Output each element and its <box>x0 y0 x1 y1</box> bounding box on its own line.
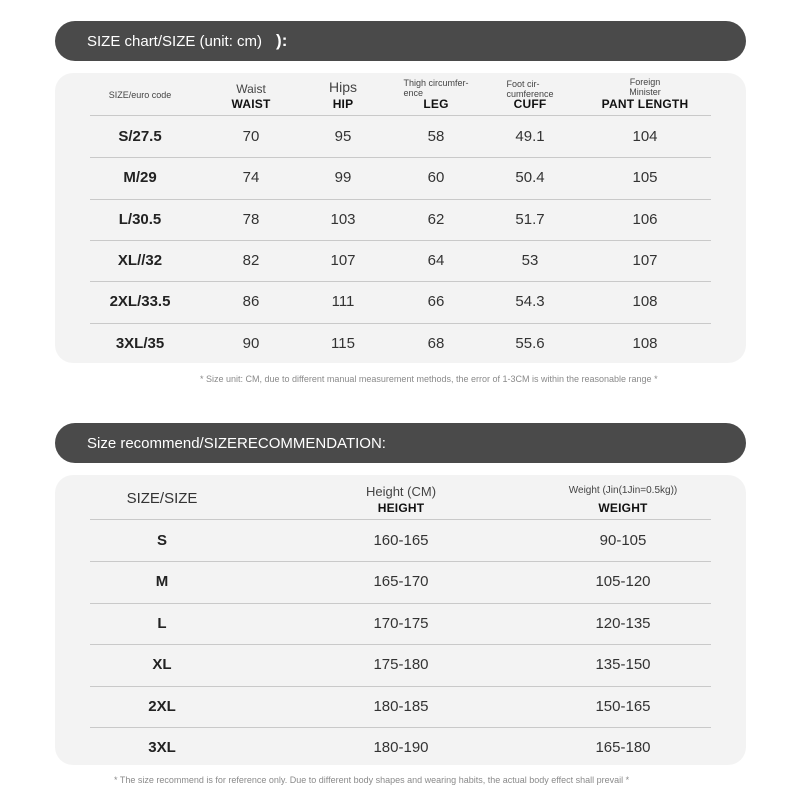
chart-header-cuff: CUFF <box>513 97 547 111</box>
chart-row-value: 90 <box>242 334 260 352</box>
chart-header-pant-length-label: Foreign Minister <box>629 77 661 97</box>
recommend-row-size: M <box>155 573 169 591</box>
chart-row-value: 78 <box>242 210 260 228</box>
chart-row-value: 53 <box>521 251 539 269</box>
chart-row-value: 108 <box>632 334 658 352</box>
size-chart-note: * Size unit: CM, due to different manual measurement methods, the error of 1-3CM is within the reasonable range * <box>200 374 658 384</box>
recommend-row-value: 165-180 <box>595 739 651 756</box>
recommend-row-value: 180-190 <box>373 739 429 756</box>
chart-row-value: 104 <box>632 128 658 145</box>
chart-row-value: 60 <box>427 169 445 187</box>
chart-row-value: 86 <box>242 293 260 311</box>
chart-row-value: 55.6 <box>515 334 545 352</box>
chart-row-value: 111 <box>331 293 355 311</box>
recommend-row-divider <box>90 603 711 604</box>
size-chart-banner <box>55 21 746 61</box>
chart-row-size: M/29 <box>123 169 157 187</box>
size-chart-title-suffix: ): <box>276 31 288 50</box>
chart-header-waist: WAIST <box>231 97 271 111</box>
chart-header-leg-label: Thigh circumfer- ence <box>403 78 469 98</box>
chart-row-divider <box>90 323 711 324</box>
chart-row-divider <box>90 281 711 282</box>
chart-row-value: 74 <box>242 169 260 187</box>
recommend-row-value: 105-120 <box>595 573 651 591</box>
chart-row-value: 50.4 <box>515 169 545 187</box>
chart-row-value: 115 <box>331 334 355 352</box>
recommend-row-size: S <box>156 532 168 549</box>
recommend-row-divider <box>90 686 711 687</box>
chart-row-value: 107 <box>632 251 658 269</box>
recommend-row-value: 170-175 <box>373 614 429 632</box>
chart-row-value: 62 <box>427 210 445 228</box>
recommend-header-weight: WEIGHT <box>598 501 648 515</box>
size-chart-title: SIZE chart/SIZE (unit: cm) <box>87 32 263 50</box>
chart-row-value: 68 <box>427 334 445 352</box>
recommend-row-value: 165-170 <box>373 573 429 591</box>
recommend-header-divider <box>90 519 711 520</box>
recommend-row-value: 160-165 <box>373 532 429 549</box>
chart-row-value: 82 <box>242 251 260 269</box>
recommend-row-value: 175-180 <box>373 656 429 674</box>
recommend-row-value: 120-135 <box>595 614 651 632</box>
chart-row-value: 107 <box>330 251 356 269</box>
size-recommend-note: * The size recommend is for reference only. Due to different body shapes and wearing habits, the actual body effect shall prevail * <box>114 775 630 785</box>
chart-row-divider <box>90 240 711 241</box>
chart-row-size: XL//32 <box>117 251 163 269</box>
chart-row-value: 70 <box>242 128 260 145</box>
chart-row-value: 66 <box>427 293 445 311</box>
chart-row-value: 64 <box>427 251 445 269</box>
recommend-row-value: 135-150 <box>595 656 651 674</box>
chart-row-divider <box>90 199 711 200</box>
chart-header-hip: HIP <box>332 97 354 111</box>
size-recommend-panel <box>55 475 746 765</box>
chart-header-hip-label: Hips <box>328 79 358 95</box>
recommend-row-size: XL <box>152 656 172 674</box>
chart-row-value: 95 <box>334 128 352 145</box>
chart-row-size: L/30.5 <box>118 210 162 228</box>
recommend-row-size: L <box>157 614 167 632</box>
chart-row-value: 105 <box>632 169 658 187</box>
chart-row-divider <box>90 157 711 158</box>
size-recommend-title: Size recommend/SIZERECOMMENDATION: <box>87 434 386 452</box>
recommend-row-value: 90-105 <box>599 532 647 549</box>
chart-header-size: SIZE/euro code <box>108 90 172 100</box>
chart-row-value: 58 <box>427 128 445 145</box>
chart-header-cuff-label: Foot cir- cumference <box>506 79 554 99</box>
recommend-row-size: 3XL <box>148 739 176 756</box>
size-chart-panel <box>55 73 746 363</box>
chart-row-value: 49.1 <box>515 128 545 145</box>
chart-row-value: 99 <box>334 169 352 187</box>
chart-header-divider <box>90 115 711 116</box>
recommend-row-value: 150-165 <box>595 697 651 715</box>
recommend-header-height: HEIGHT <box>377 501 425 515</box>
size-recommend-banner <box>55 423 746 463</box>
chart-row-value: 103 <box>330 210 356 228</box>
recommend-header-size: SIZE/SIZE <box>126 490 198 507</box>
chart-row-size: 3XL/35 <box>115 334 165 352</box>
recommend-header-height-label: Height (CM) <box>365 484 437 499</box>
chart-row-value: 108 <box>632 293 658 311</box>
chart-row-size: 2XL/33.5 <box>109 293 171 311</box>
chart-row-value: 54.3 <box>515 293 545 311</box>
chart-header-leg: LEG <box>423 97 449 111</box>
chart-header-waist-label: Waist <box>236 82 266 96</box>
chart-row-value: 51.7 <box>515 210 545 228</box>
chart-row-value: 106 <box>632 210 658 228</box>
chart-header-pant-length: PANT LENGTH <box>601 97 689 111</box>
chart-row-size: S/27.5 <box>118 128 162 145</box>
recommend-row-divider <box>90 644 711 645</box>
recommend-row-divider <box>90 561 711 562</box>
recommend-header-weight-label: Weight (Jin(1Jin=0.5kg)) <box>568 485 678 496</box>
recommend-row-divider <box>90 727 711 728</box>
recommend-row-size: 2XL <box>148 697 176 715</box>
recommend-row-value: 180-185 <box>373 697 429 715</box>
